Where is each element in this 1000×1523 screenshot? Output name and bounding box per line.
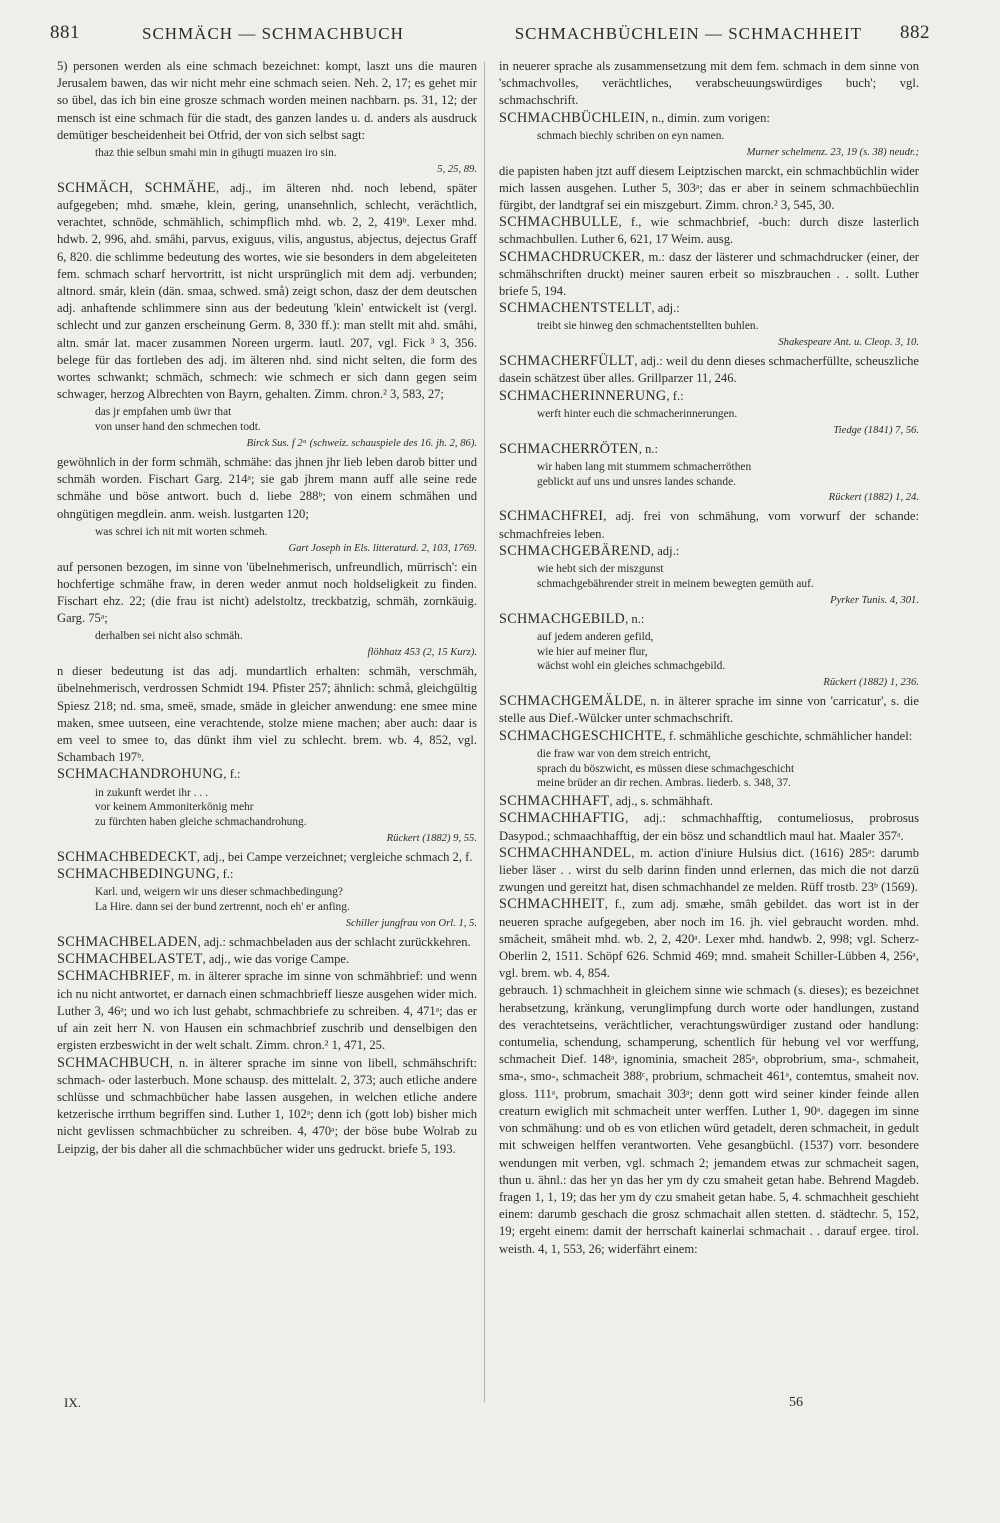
dictionary-entry: auf personen bezogen, im sinne von 'übelnehmerisch, unfreundlich, mürrisch': ein hochfertige schmähe fraw, in deren weder anmut noch holdseligkeit zu finden. Fischart ehz. 22; (die frau ist nicht) adelstoltz, treckbatzig, schmäh, zornkäuig. Garg. 75ᵃ;	[57, 559, 477, 626]
dictionary-entry: SCHMACHBEDINGUNG, f.:	[57, 866, 234, 883]
quotation: was schrei ich nit mit worten schmeh.	[95, 525, 268, 538]
dictionary-entry: SCHMACHBUCH, n. in älterer sprache im sinne von libell, schmähschrift: schmach- oder lasterbuch. Mone schausp. des mittelalt. 2, 373; auch etliche andere schlüsse und schmachbücher habe lassen ausgehen, in welchen etliche andere ketzerische irrthum begriffen sind. Luther 1, 102ᵃ; denn ich (gott lob) bisher mich nicht gevlissen schmachbücher zu schreiben. 4, 470ᵃ; der böse bube Wolrab zu Leipzig, der bis daher all die schmachbücher wider uns gedruckt. briefe 5, 193.	[57, 1054, 477, 1156]
headword: SCHMACHHANDEL	[499, 844, 632, 861]
dictionary-entry: SCHMACHGESCHICHTE, f. schmähliche geschichte, schmählicher handel:	[499, 727, 913, 744]
headword: SCHMACHGESCHICHTE	[499, 727, 663, 744]
dictionary-entry: SCHMACHGEBÄREND, adj.:	[499, 542, 680, 559]
right-column	[499, 58, 919, 1468]
citation: Pyrker Tunis. 4, 301.	[830, 594, 919, 606]
dictionary-entry: gewöhnlich in der form schmäh, schmähe: das jhnen jhr lieb leben darob bitter und schmäh worden. Fischart Garg. 214ᵃ; sie gab jhrem mann auff alle seine rede schmähe und böse antwort. buch d. liebe 288ᵇ; von einem schmähen und ohngütigen megdlein. anm. weish. lustgarten 120;	[57, 455, 477, 521]
headword: SCHMACHBUCH	[57, 1054, 170, 1071]
citation: Rückert (1882) 9, 55.	[386, 833, 477, 845]
citation: flöhhatz 453 (2, 15 Kurz).	[367, 647, 477, 659]
dictionary-entry: SCHMACHHEIT, f., zum adj. smæhe, smâh gebildet. das wort ist in der neueren sprache aufgegeben, aber noch im 16. jh. viel gebraucht worden. mhd. smâcheit, smâheit mhd. wb. 2, 2, 420ᵃ. Lexer mhd. handwb. 2, 998; vgl. Scherz-Oberlin 2, 1511. Schöpf 626. Schmid 469; mnd. smaheit Schiller-Lübben 4, 256ᵃ, vgl. brem. wb. 4, 854.	[499, 896, 919, 981]
dictionary-entry: die papisten haben jtzt auff diesem Leiptzischen marckt, ein schmachbüchlin wider mich lassen ausgehen. Luther 5, 303ᵃ; das er aber in seinem schmachbüechlin fürgibt, der landtgraf sei ein miszgeburt. Zimm. chron.² 3, 545, 30.	[499, 163, 919, 213]
headword: SCHMACHANDROHUNG	[57, 766, 224, 783]
quotation: in zukunft werdet ihr . . . vor keinem Ammoniterkönig mehr zu fürchten haben gleiche schmachandrohung.	[95, 786, 307, 829]
headword: SCHMACHBEDINGUNG	[57, 866, 217, 883]
dictionary-entry: SCHMACHBRIEF, m. in älterer sprache im sinne von schmähbrief: und wenn ich nu nicht antwortet, er darnach einen schmachbrieff liesze ausgehen wider mich. Luther 3, 46ᵃ; und wo ich lust gehabt, schmachbriefe zu schreiben. 4, 471ᵃ; das er uf ain zeit herr N. von Hausen ein schmachbrief zuschrib und denselbigen den ergisten erzbeswicht in der welt schalt. Zimm. chron.² 1, 471, 25.	[57, 968, 477, 1053]
headword: SCHMACHERINNERUNG	[499, 387, 667, 404]
citation: 5, 25, 89.	[437, 163, 477, 175]
headword: SCHMACHERFÜLLT	[499, 353, 635, 370]
citation: Rückert (1882) 1, 236.	[823, 677, 919, 689]
dictionary-entry: SCHMÄCH, SCHMÄHE, adj., im älteren nhd. noch lebend, später aufgegeben; mhd. smæhe, klein, gering, unansehnlich, schlecht, verächtlich, verachtet, schnöde, schmählich, schimpflich mhd. wb. 2, 2, 419ᵇ. Lexer mhd. hdwb. 2, 996, ahd. smâhi, parvus, exiguus, vilis, angustus, abjectus, dejectus Graff 6, 820. die schlimme bedeutung des wortes, wie sie besonders in dem abgeleiteten fem. schmach scharf hervortritt, ist nicht ursprünglich mit dem adj. verbunden; altnord. smár, klein (dän. smaa, schwed. små) zeigt schon, dasz der dem deutschen adj. anhaftende schlimmere sinn aus der bedeutung 'klein' entwickelt ist (vergl. schlecht und zur ganzen erscheinung Germ. 8, 330 ff.): man stellt mit ahd. smâhi, altn. smár lat. macer zusammen Noreen urgerm. lautl. 207, vgl. Fick ³ 3, 356. belege für das fortleben des adj. im älteren nhd. sind nicht selten, die form des wortes schwankt; schmäch, schmech: wie schmech er sich dann gegen seim schwager, herzog Albrechten von Bayrn, gehalten. Zimm. chron.² 3, 583, 27;	[57, 179, 477, 402]
citation: Birck Sus. f 2ᵃ (schweiz. schauspiele des 16. jh. 2, 86).	[246, 438, 477, 450]
quotation: wie hebt sich der miszgunst schmachgebährender streit in meinem bewegten gemüth auf.	[537, 563, 814, 590]
dictionary-entry: SCHMACHFREI, adj. frei von schmähung, vom vorwurf der schande: schmachfreies leben.	[499, 508, 919, 541]
headword: SCHMACHHEIT	[499, 896, 605, 913]
headword: SCHMACHBELADEN	[57, 934, 198, 951]
quotation: wir haben lang mit stummem schmacherröthen geblickt auf uns und unsres landes schande.	[537, 460, 752, 488]
dictionary-entry: 5) personen werden als eine schmach bezeichnet: kompt, laszt uns die mauren Jerusalem bawen, das wir nicht mehr eine schmach seien. Neh. 2, 17; es gehet mir so übel, das ich bin eine grosze schmach worden meinen nachbarn. ps. 31, 12; der mensch ist eine schmach für die stadt, des ganzen landes u. d. anders als ausdruck demütiger bescheidenheit bei Otfrid, der von sich selbst sagt:	[57, 59, 477, 142]
headword: SCHMACHFREI	[499, 508, 604, 525]
right-page-number: 882	[900, 22, 930, 43]
quotation: die fraw war von dem streich entricht, sprach du böszwicht, es müssen diese schmachgeschicht meine brüder an dir rechen. Ambras. liederb. s. 348, 37.	[537, 747, 795, 790]
dictionary-entry: SCHMACHERRÖTEN, n.:	[499, 440, 659, 457]
dictionary-entry: SCHMACHBEDECKT, adj., bei Campe verzeichnet; vergleiche schmach 2, f.	[57, 849, 473, 866]
headword: SCHMACHBÜCHLEIN	[499, 109, 646, 126]
quotation: werft hinter euch die schmacherinnerungen.	[537, 407, 738, 420]
dictionary-entry: SCHMACHHAFTIG, adj.: schmachhafftig, contumeliosus, probrosus Dasypod.; schmaachhafftig, der ein bösz und schandtlich maul hat. Maaler 357ᵃ.	[499, 810, 919, 843]
headword: SCHMACHHAFTIG	[499, 810, 626, 827]
left-page-number: 881	[50, 22, 80, 43]
quotation: derhalben sei nicht also schmäh.	[95, 630, 243, 643]
citation: Tiedge (1841) 7, 56.	[833, 424, 919, 436]
headword: SCHMACHGEBILD	[499, 610, 626, 627]
dictionary-entry: SCHMACHERINNERUNG, f.:	[499, 387, 684, 404]
dictionary-entry: SCHMACHBELADEN, adj.: schmachbeladen aus der schlacht zurückkehren.	[57, 934, 471, 951]
dictionary-entry: SCHMACHHANDEL, m. action d'iniure Hulsius dict. (1616) 285ᵃ: darumb lieber läser . . wirst du selb darinn finden unnd erlernen, das mich die not darzü zwungen und gereitzt hat, disen schmachhandel ze melden. Rüff trostb. 23ᵇ (1569).	[499, 844, 919, 895]
headword: SCHMACHGEBÄREND	[499, 542, 651, 559]
citation: Gart Joseph in Els. litteraturd. 2, 103, 1769.	[288, 542, 477, 554]
quotation: schmach biechly schriben on eyn namen.	[537, 129, 725, 142]
headword: SCHMACHBEDECKT	[57, 849, 197, 866]
citation: Schiller jungfrau von Orl. 1, 5.	[345, 918, 477, 930]
headword: SCHMACHDRUCKER	[499, 248, 642, 265]
headword: SCHMACHERRÖTEN	[499, 440, 639, 457]
citation: Murner schelmenz. 23, 19 (s. 38) neudr.;	[746, 146, 919, 158]
page-header	[50, 22, 930, 52]
headword: SCHMACHBRIEF	[57, 968, 171, 985]
headword: SCHMACHBELASTET	[57, 951, 203, 968]
dictionary-entry: SCHMACHDRUCKER, m.: dasz der lästerer und schmachdrucker (einer, der schmähschriften druckt) meiner sauren erbeit so miszbrauchen . . sollt. Luther briefe 5, 194.	[499, 248, 919, 299]
headword: SCHMÄCH, SCHMÄHE	[57, 179, 217, 196]
dictionary-entry: n dieser bedeutung ist das adj. mundartlich erhalten: schmäh, verschmäh, übelnehmerisch, verdrossen Schmidt 194. Pfister 257; ähnlich: schmå, gleichgültig Spiesz 218; nd. sma, smeë, smade, smäde in gleicher anwendung: ene smee mine maken, smee uutseen, eine verachtende, stolze miene machen; aber auch: daar is em veel to smee to, das dünkt ihm viel zu schlecht. brem. wb. 4, 852, vgl. Schambach 197ᵇ.	[57, 664, 477, 765]
dictionary-entry: SCHMACHBULLE, f., wie schmachbrief, -buch: durch disze lasterlich schmachbullen. Luther 6, 621, 17 Weim. ausg.	[499, 214, 919, 247]
left-running-title: SCHMÄCH — SCHMACHBUCH	[142, 24, 404, 43]
quotation: auf jedem anderen gefild, wie hier auf meiner flur, wächst wohl ein gleiches schmachgebild.	[537, 630, 726, 673]
quotation: Karl. und, weigern wir uns dieser schmachbedingung? La Hire. dann sei der bund zertrennt, noch eh' er anfing.	[95, 886, 350, 914]
column-divider	[484, 62, 485, 1402]
headword: SCHMACHBULLE	[499, 214, 619, 231]
dictionary-entry: SCHMACHBELASTET, adj., wie das vorige Campe.	[57, 951, 350, 968]
dictionary-entry: SCHMACHERFÜLLT, adj.: weil du denn dieses schmacherfüllte, scheuszliche dasein schätzest über alles. Grillparzer 11, 246.	[499, 353, 919, 386]
left-column	[57, 58, 477, 1468]
sheet-number: 56	[789, 1395, 803, 1410]
dictionary-entry: SCHMACHHAFT, adj., s. schmähhaft.	[499, 793, 714, 810]
dictionary-entry: SCHMACHGEMÄLDE, n. in älterer sprache im sinne von 'carricatur', s. die stelle aus Dief.-Wülcker unter schmachschrift.	[499, 693, 919, 726]
quotation: thaz thie selbun smahi min in gihugti muazen iro sin.	[95, 147, 337, 160]
dictionary-entry: gebrauch. 1) schmachheit in gleichem sinne wie schmach (s. dieses); es bezeichnet herabsetzung, kränkung, verunglimpfung durch worte oder handlungen, zustand des verachtetseins, verächtlicher, verachtungswürdiger zustand oder handlung: contumelia, schendung, schamperung, schentlich für hebung vel vor werffung, schmacheit Dief. 148ᵃ, ignominia, smacheit 285ᵃ, obprobrium, sma-, schmaheit, sma-, smo-, schmacheit 388ᶜ, probrium, schmacheit 461ᵃ, contemtus, smaheit nov. gloss. 111ᵃ, probrum, smachait 303ᵃ; denn gott wird seiner kinder feinde allen creaturn ewiglich mit schmacheit unter werffen. Luther 1, 90ᵃ. dagegen im sinne von schmähung: und ob es von etlichen würd getadelt, deren schmacheit, in gedult mit schweigen helffen verantworten. Vehe gesangbüchl. (1537) vorr. besondere wendungen mit verben, vgl. schmach 2; jemandem etwas zur schmacheit sagen, thun u. ähnl.: das her yn das her ym dy czu smaheit getan habe. Behrend Magdeb. fragen 1, 1, 19; das her ym dy czu smaheit getan habe. 5, 4. schmachheit geschieht einem: darumb geschach die grosz schmachait allen stetten. d. städtechr. 5, 152, 19; ergeht einem: damit der herrschaft kainerlai schmachait . . darauf ergee. tirol. weisth. 4, 1, 553, 26; widerfährt einem:	[499, 983, 919, 1256]
right-running-title: SCHMACHBÜCHLEIN — SCHMACHHEIT	[514, 24, 862, 43]
signature-mark: IX.	[64, 1395, 81, 1410]
citation: Rückert (1882) 1, 24.	[828, 492, 919, 504]
headword: SCHMACHENTSTELLT	[499, 300, 652, 317]
citation: Shakespeare Ant. u. Cleop. 3, 10.	[778, 337, 919, 349]
quotation: treibt sie hinweg den schmachentstellten buhlen.	[537, 320, 759, 333]
headword: SCHMACHHAFT	[499, 793, 610, 810]
quotation: das jr empfahen umb üwr that von unser hand den schmechen todt.	[95, 406, 261, 434]
headword: SCHMACHGEMÄLDE	[499, 693, 643, 710]
dictionary-entry: SCHMACHANDROHUNG, f.:	[57, 766, 241, 783]
dictionary-entry: SCHMACHGEBILD, n.:	[499, 610, 645, 627]
dictionary-entry: SCHMACHBÜCHLEIN, n., dimin. zum vorigen:	[499, 109, 770, 126]
dictionary-entry: SCHMACHENTSTELLT, adj.:	[499, 300, 680, 317]
dictionary-entry: in neuerer sprache als zusammensetzung mit dem fem. schmach in dem sinne von 'schmachvolles, verächtliches, verabscheuungswürdiges buch'; vgl. schmachschrift.	[499, 59, 919, 108]
